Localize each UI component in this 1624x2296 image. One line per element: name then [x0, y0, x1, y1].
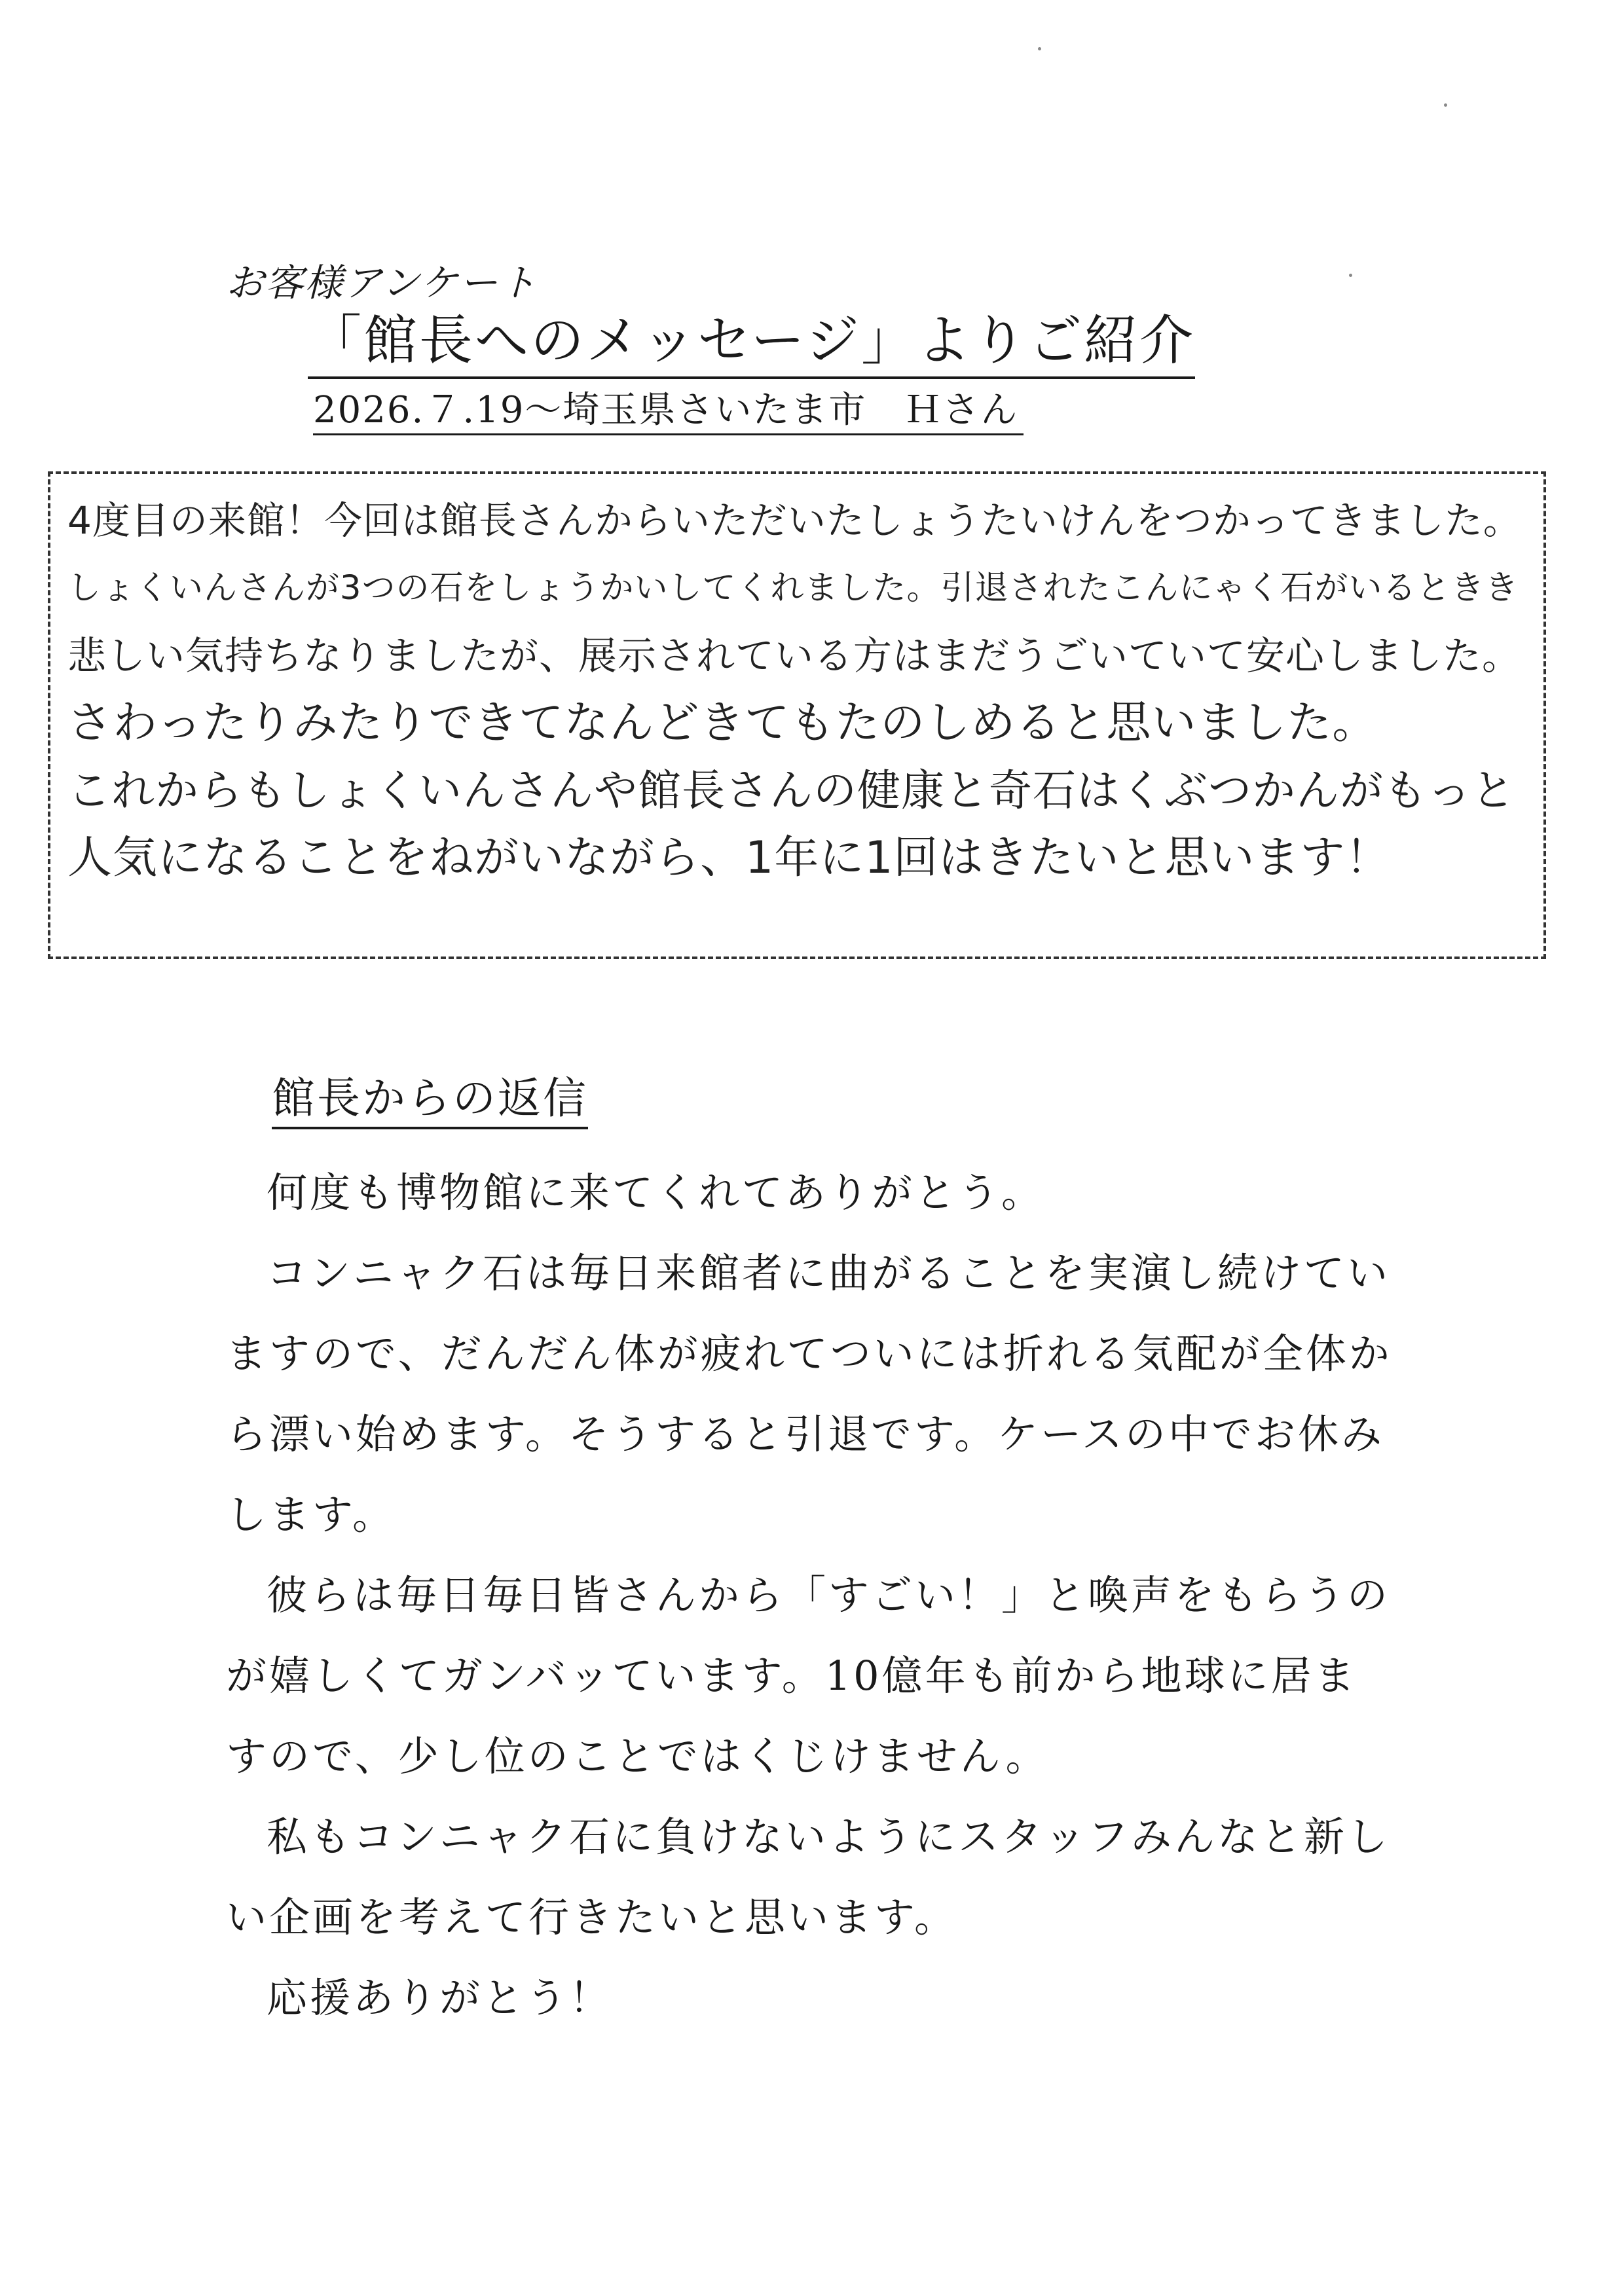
message-line: さわったりみたりできてなんどきてもたのしめると思いました。 — [67, 697, 1378, 749]
page-title: 「館長へのメッセージ」よりご紹介 — [308, 308, 1195, 379]
reply-paragraph: 彼らは毎日毎日皆さんから「すごい！」と喚声をもらうのが嬉しくてガンバッています。10億年も前から地球に居ますので、少し位のことではくじけません。 — [226, 1571, 1391, 1780]
reply-body — [226, 1152, 1398, 2038]
visitor-message-box — [48, 471, 1546, 959]
scan-speck — [1038, 47, 1041, 50]
reply-paragraph: 何度も博物館に来てくれてありがとう。 — [267, 1169, 1045, 1216]
message-line: 悲しい気持ちなりましたが、展示されている方はまだうごいていて安心しました。 — [67, 633, 1522, 678]
reply-paragraph: コンニャク石は毎日来館者に曲がることを実演し続けていますので、だんだん体が疲れてついには折れる気配が全体から漂い始めます。そうすると引退です。ケースの中でお休みします。 — [226, 1249, 1392, 1539]
reply-paragraph: 私もコンニャク石に負けないようにスタッフみんなと新しい企画を考えて行きたいと思います。 — [226, 1813, 1391, 1941]
message-line: しょくいんさんが3つの石をしょうかいしてくれました。引退されたこんにゃく石がいるときき — [67, 569, 1519, 608]
message-line: 4度目の来館！今回は館長さんからいただいたしょうたいけんをつかってきました。 — [67, 498, 1522, 543]
survey-label: お客様アンケート — [226, 261, 538, 305]
visit-info: 2026.７.19～埼玉県さいたま市 Ｈさん — [313, 388, 1024, 435]
scan-speck — [1444, 103, 1447, 107]
reply-heading: 館長からの返信 — [272, 1070, 588, 1129]
message-line: 人気になることをねがいながら、1年に1回はきたいと思います！ — [67, 832, 1391, 884]
message-line: これからもしょくいんさんや館長さんの健康と奇石はくぶつかんがもっと — [67, 765, 1515, 816]
scan-speck — [1349, 274, 1352, 277]
reply-paragraph: 応援ありがとう！ — [267, 1974, 613, 2022]
